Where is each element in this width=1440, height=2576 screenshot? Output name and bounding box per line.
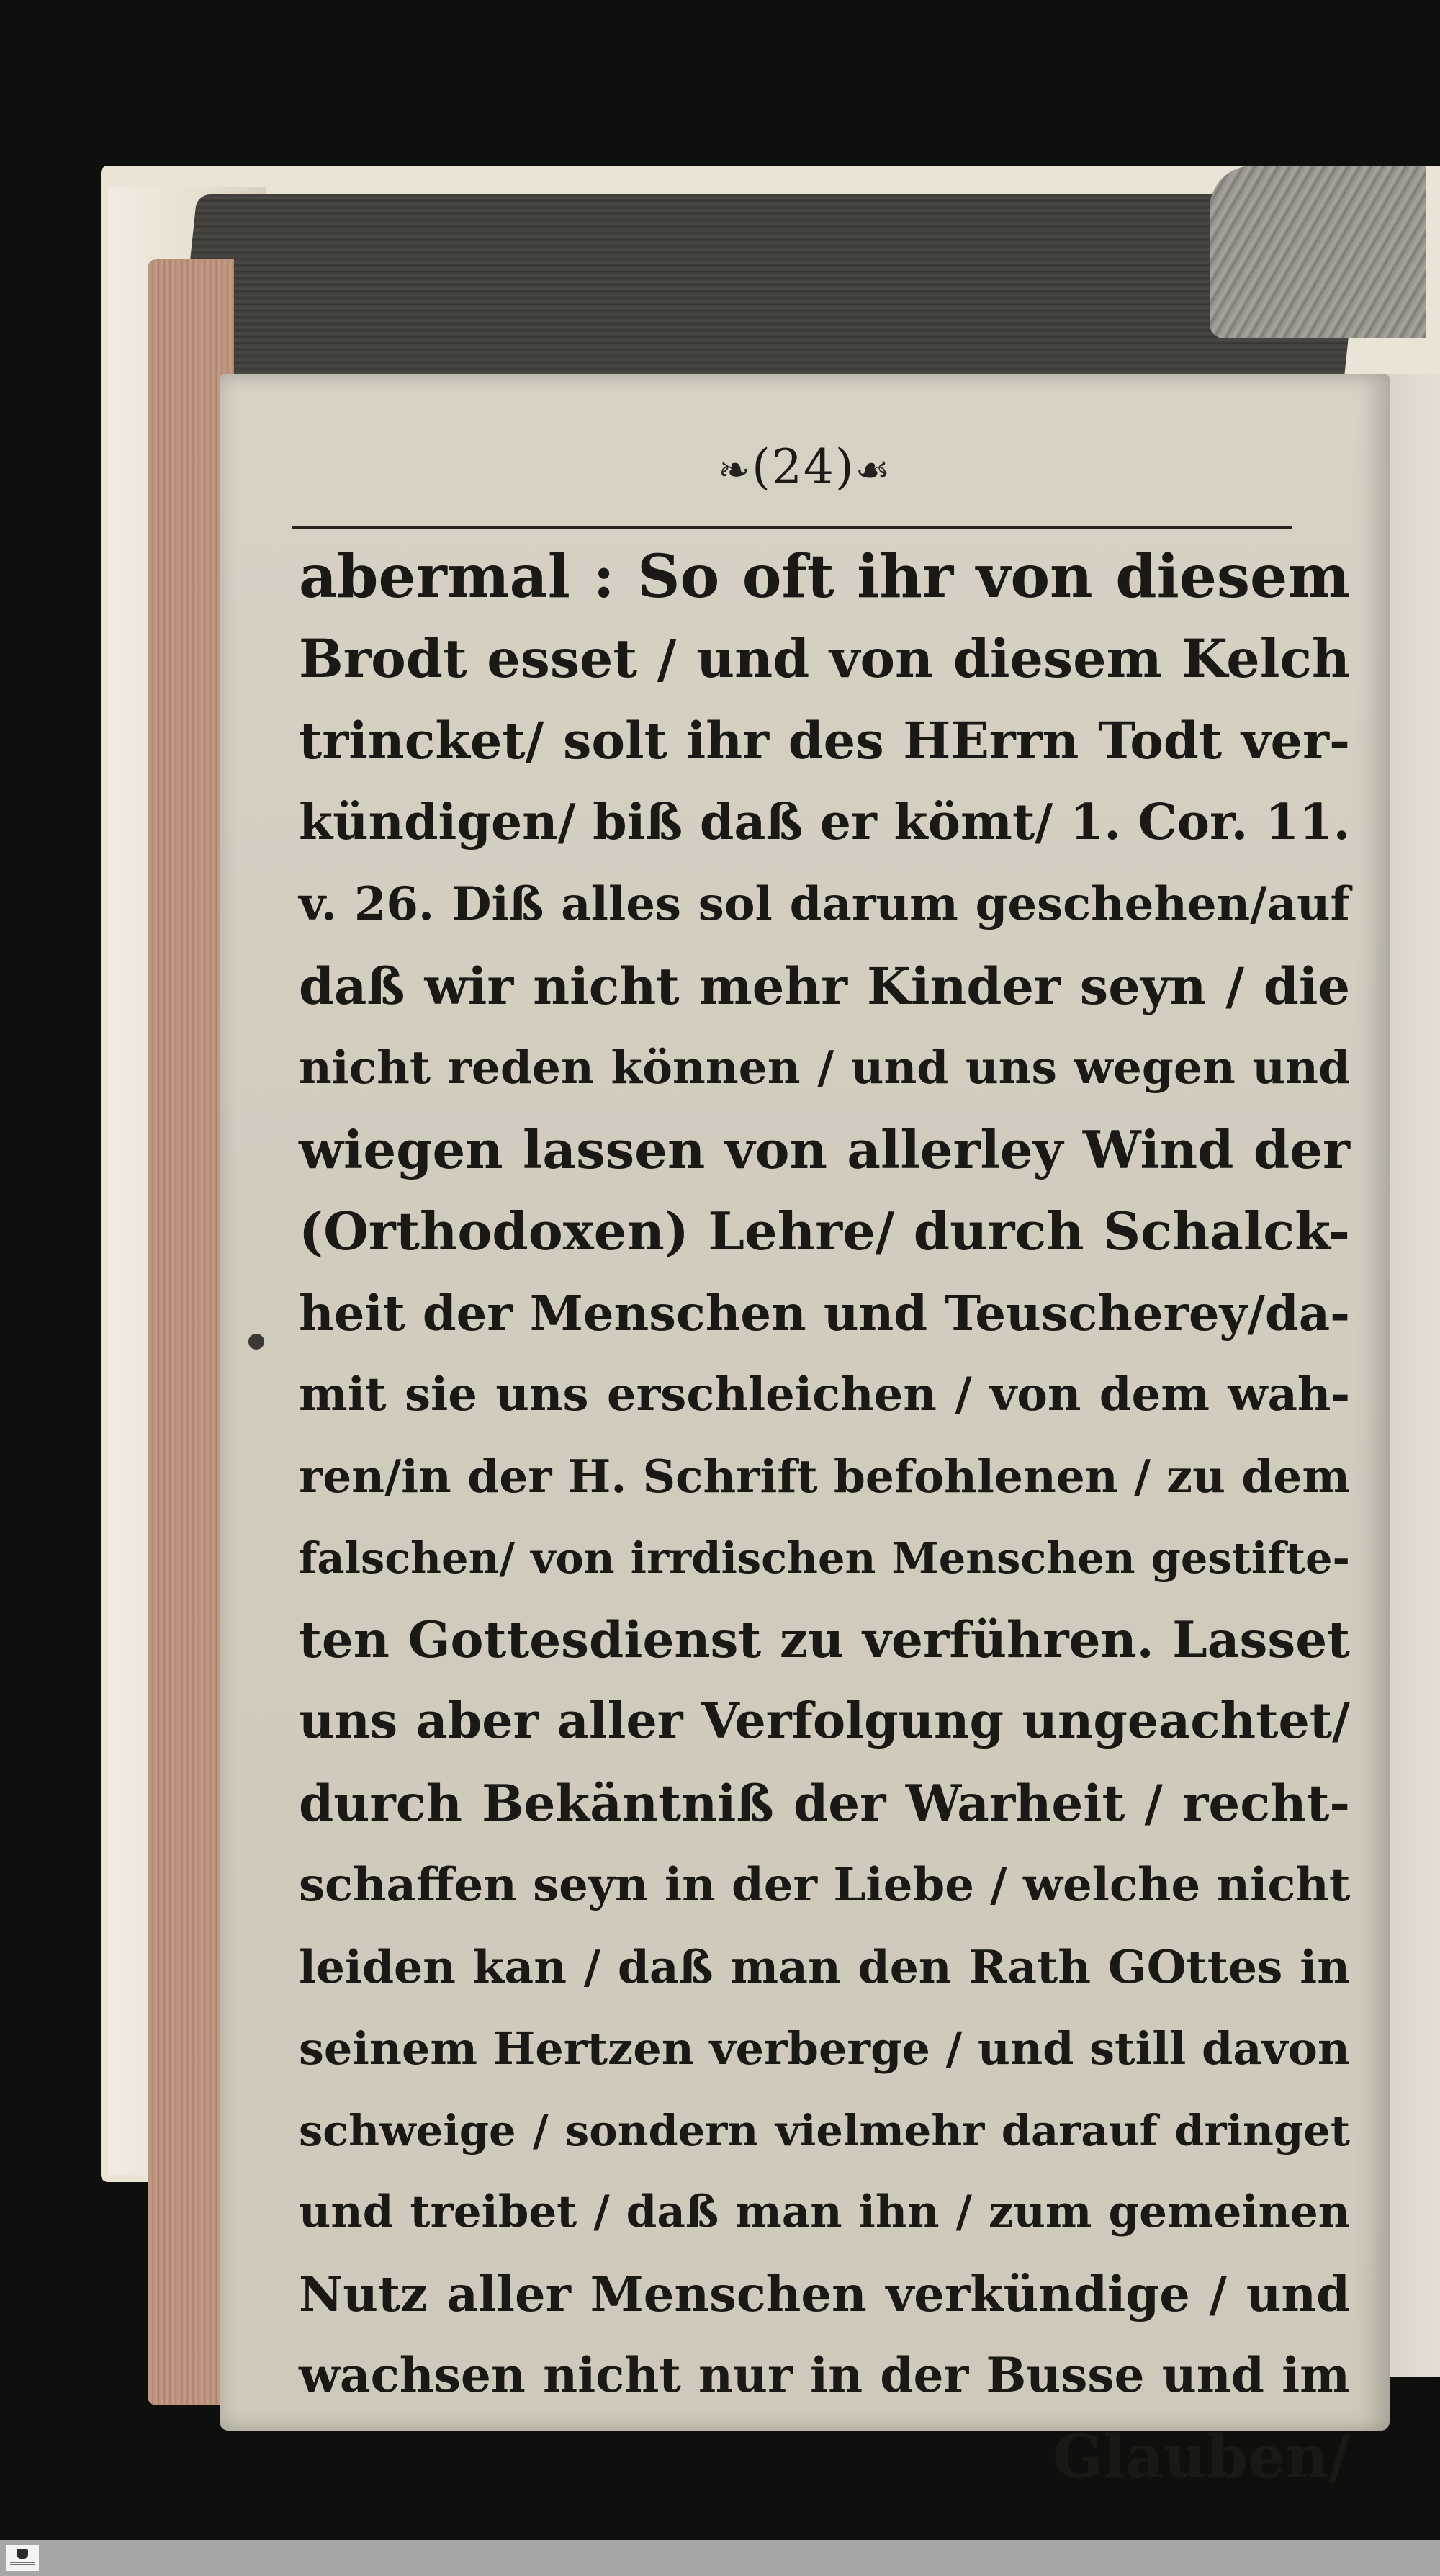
text-line: schaffen seyn in der Liebe / welche nicht	[299, 1858, 1351, 1912]
library-logo-icon	[6, 2545, 39, 2571]
text-line: heit der Menschen und Teuscherey/da-	[299, 1284, 1350, 1342]
text-line: abermal : So oft ihr von diesem	[299, 542, 1350, 611]
ornament-right-icon: ☙	[855, 447, 892, 493]
text-line: wachsen nicht nur in der Busse und im	[299, 2347, 1350, 2403]
page-number-header	[220, 439, 1390, 495]
ornament-left-icon: ❧	[717, 447, 752, 493]
header-rule	[292, 526, 1292, 529]
headband	[1210, 166, 1426, 338]
text-line: uns aber aller Verfolgung ungeachtet/	[299, 1692, 1350, 1750]
text-line: ten Gottesdienst zu verführen. Lasset	[299, 1610, 1350, 1669]
printed-page	[220, 374, 1390, 2492]
text-line: Nutz aller Menschen verkündige / und	[299, 2265, 1350, 2323]
text-line: Brodt esset / und von diesem Kelch	[299, 627, 1350, 690]
text-line: trincket/ solt ihr des HErrn Todt ver-	[299, 711, 1350, 771]
text-line: falschen/ von irrdischen Menschen gestifte-	[299, 1533, 1350, 1583]
text-line: daß wir nicht mehr Kinder seyn / die	[299, 956, 1350, 1016]
reference-strip	[0, 2540, 1440, 2576]
text-line: v. 26. Diß alles sol darum geschehen/auf	[299, 877, 1350, 931]
page-block-top	[177, 194, 1363, 382]
text-line: leiden kan / daß man den Rath GOttes in	[299, 1939, 1350, 1993]
ink-stain	[248, 1334, 264, 1350]
text-line: (Orthodoxen) Lehre/ durch Schalck-	[299, 1201, 1350, 1262]
text-line: durch Bekäntniß der Warheit / recht-	[299, 1774, 1350, 1833]
text-line: seinem Hertzen verberge / und still davon	[299, 2022, 1350, 2075]
text-line: Glauben/	[1052, 2422, 1350, 2492]
text-line: mit sie uns erschleichen / von dem wah-	[299, 1368, 1350, 1422]
text-line: nicht reden können / und uns wegen und	[299, 1041, 1350, 1094]
text-line: und treibet / daß man ihn / zum gemeinen	[299, 2186, 1350, 2238]
text-line: kündigen/ biß daß er kömt/ 1. Cor. 11.	[299, 793, 1351, 851]
text-line: wiegen lassen von allerley Wind der	[299, 1118, 1350, 1180]
text-line: ren/in der H. Schrift befohlenen / zu dem	[299, 1449, 1350, 1503]
body-text	[299, 537, 1350, 2498]
page-number: (24)	[752, 439, 855, 495]
text-line: schweige / sondern vielmehr darauf dringet	[299, 2105, 1350, 2155]
